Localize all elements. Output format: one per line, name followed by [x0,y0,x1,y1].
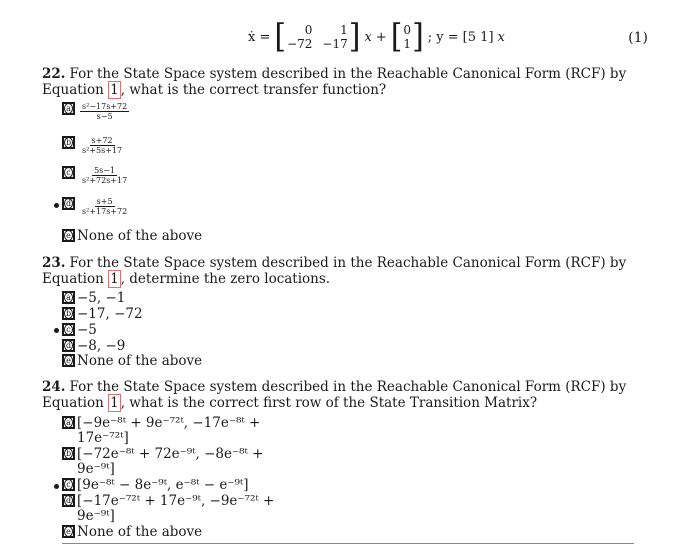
option-text: [−72e⁻⁸ᵗ + 72e⁻⁹ᵗ, −8e⁻⁸ᵗ + 9e⁻⁹ᵗ] [77,446,264,477]
option-23-b[interactable] [62,307,143,322]
option-text: −17, −72 [77,306,143,322]
equation-lhs: ẋ = [248,29,271,45]
option-bubble[interactable]: a [62,416,75,429]
option-bubble[interactable]: b [62,136,75,149]
option-23-e[interactable] [62,354,202,369]
option-text: −5, −1 [77,290,126,306]
matrix-cell: −72 [287,37,313,51]
option-text: −5 [77,322,97,338]
matrix-cell: 1 [340,23,348,37]
vector-cell: 1 [403,37,412,51]
option-23-c[interactable] [62,323,97,338]
question-22 [42,66,652,98]
option-24-b[interactable] [62,447,277,477]
option-text: [−17e⁻⁷²ᵗ + 17e⁻⁹ᵗ, −9e⁻⁷²ᵗ + 9e⁻⁹ᵗ] [77,493,275,524]
option-bubble[interactable]: e [62,229,75,242]
option-text: [−9e⁻⁸ᵗ + 9e⁻⁷²ᵗ, −17e⁻⁸ᵗ + 17e⁻⁷²ᵗ] [77,415,261,446]
question-number: 24. [42,379,66,395]
option-text: −8, −9 [77,338,126,354]
option-text: None of the above [77,353,203,369]
question-23 [42,255,652,287]
option-bubble[interactable]: c [62,166,75,179]
option-bubble[interactable]: e [62,354,75,367]
option-bubble[interactable]: b [62,447,75,460]
equation-separator: ; y = [427,29,459,45]
equation-ref-link[interactable]: 1 [110,82,119,98]
selected-answer-marker [54,203,59,208]
fraction: $\frac{s+72}{\text{s²+5s+17}}$ [82,136,123,155]
option-24-a[interactable] [62,416,277,446]
option-bubble[interactable]: d [62,494,75,507]
equation-ref-link[interactable]: 1 [110,271,119,287]
vector-cell: 0 [403,23,412,37]
state-matrix: [ 0 1 −72 −17 ] [274,17,361,56]
option-23-a[interactable] [62,291,125,306]
option-bubble[interactable]: a [62,291,75,304]
question-24 [42,379,652,411]
equation-ref-link[interactable]: 1 [110,395,119,411]
option-22-d[interactable] [62,197,129,216]
question-text: For the State Space system described in the Reachable Canonical Form (RCF) by Equation [42,255,627,287]
option-bubble[interactable]: d [62,339,75,352]
option-24-c[interactable] [62,478,249,493]
question-text: For the State Space system described in the Reachable Canonical Form (RCF) by Equation [42,66,627,98]
option-bubble[interactable]: c [62,323,75,336]
input-vector: [ 0 1 ] [390,17,424,56]
option-23-d[interactable] [62,339,125,354]
plus-sign: + [375,29,387,45]
question-text-tail: , determine the zero locations. [120,271,331,287]
option-22-c[interactable] [62,166,129,185]
output-row: 5 1 [467,29,489,45]
matrix-cell: 0 [304,23,313,37]
option-24-d[interactable] [62,494,277,524]
question-text-tail: , what is the correct first row of the State Transition Matrix? [120,395,538,411]
selected-answer-marker [54,484,59,489]
question-number: 22. [42,66,66,82]
question-text-tail: , what is the correct transfer function? [120,82,387,98]
equation-body [248,17,505,56]
option-text: None of the above [77,524,203,540]
matrix-cell: −17 [322,37,348,51]
equation-number: (1) [628,30,648,46]
option-22-e[interactable] [62,229,202,244]
option-text: [9e⁻⁸ᵗ − 8e⁻⁹ᵗ, e⁻⁸ᵗ − e⁻⁹ᵗ] [77,477,249,493]
page-divider [62,543,634,544]
option-bubble[interactable]: a [62,102,75,115]
output-state-symbol: x [497,29,505,45]
option-24-e[interactable] [62,525,202,540]
selected-answer-marker [54,328,59,333]
option-bubble[interactable]: c [62,478,75,491]
state-symbol: x [364,29,372,45]
state-space-equation [0,18,700,58]
output-matrix: [5 1] [462,29,494,45]
option-22-a[interactable] [62,102,129,121]
option-text: None of the above [77,228,203,244]
fraction: $\frac{s+5}{\text{s²+17s+72}}$ [82,197,128,216]
fraction: $\frac{5s-1}{\text{s²+72s+17}}$ [82,166,128,185]
option-bubble[interactable]: b [62,307,75,320]
fraction: $\frac{\text{s²−17s+72}}{s-5}$ [82,102,128,121]
option-bubble[interactable]: e [62,525,75,538]
option-bubble[interactable]: d [62,197,75,210]
question-text: For the State Space system described in the Reachable Canonical Form (RCF) by Equation [42,379,627,411]
question-number: 23. [42,255,66,271]
option-22-b[interactable] [62,136,124,155]
